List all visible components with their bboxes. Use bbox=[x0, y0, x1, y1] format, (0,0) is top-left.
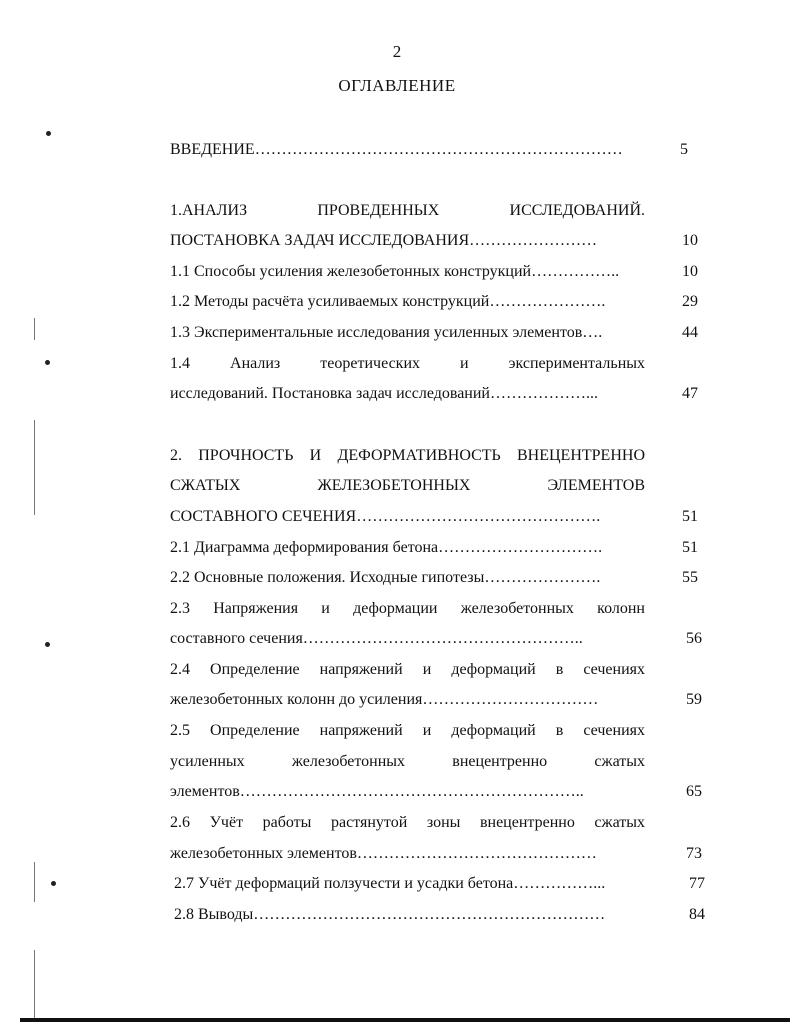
toc-line: исследований. Постановка задач исследований………………... bbox=[170, 385, 598, 402]
scan-bottom-edge bbox=[20, 1018, 790, 1022]
toc-line: 1.АНАЛИЗ ПРОВЕДЕННЫХ ИССЛЕДОВАНИЙ. bbox=[170, 202, 645, 219]
toc-line: СОСТАВНОГО СЕЧЕНИЯ………………………………………. bbox=[170, 508, 601, 525]
scan-mark bbox=[34, 318, 35, 340]
scan-mark bbox=[34, 950, 35, 1020]
toc-page-number: 55 bbox=[682, 569, 698, 586]
toc-page-number: 44 bbox=[682, 324, 698, 341]
scan-speck bbox=[46, 131, 51, 136]
toc-line: ПОСТАНОВКА ЗАДАЧ ИССЛЕДОВАНИЯ…………………… bbox=[170, 232, 598, 249]
toc-page-number: 47 bbox=[682, 385, 698, 402]
toc-page-number: 10 bbox=[682, 263, 698, 280]
toc-line: 2.2 Основные положения. Исходные гипотезы…………………. bbox=[170, 569, 601, 586]
toc-line: 2.8 Выводы………………………………………………………… bbox=[174, 906, 606, 923]
toc-line: 1.4 Анализ теоретических и экспериментальных bbox=[170, 355, 645, 372]
toc-line: элементов……………………………………………………….. bbox=[170, 783, 584, 800]
toc-page-number: 5 bbox=[680, 141, 688, 158]
page-title: ОГЛАВЛЕНИЕ bbox=[338, 76, 456, 95]
toc-line: 1.2 Методы расчёта усиливаемых конструкций…………………. bbox=[170, 293, 606, 310]
scan-speck bbox=[45, 642, 50, 647]
toc-line: железобетонных элементов……………………………………… bbox=[170, 845, 597, 862]
scan-speck bbox=[45, 360, 50, 365]
toc-page-number: 59 bbox=[686, 691, 702, 708]
toc-line: СЖАТЫХ ЖЕЛЕЗОБЕТОННЫХ ЭЛЕМЕНТОВ bbox=[170, 477, 645, 494]
toc-page-number: 65 bbox=[686, 783, 702, 800]
scan-mark bbox=[34, 420, 35, 515]
toc-line: 1.3 Экспериментальные исследования усиленных элементов…. bbox=[170, 324, 603, 341]
toc-page-number: 84 bbox=[689, 906, 705, 923]
toc-page-number: 29 bbox=[682, 293, 698, 310]
scan-speck bbox=[51, 881, 56, 886]
toc-page-number: 77 bbox=[689, 875, 705, 892]
toc-line: составного сечения…………………………………………….. bbox=[170, 630, 583, 647]
toc-line: 2. ПРОЧНОСТЬ И ДЕФОРМАТИВНОСТЬ ВНЕЦЕНТРЕННО bbox=[170, 447, 645, 464]
toc-page-number: 73 bbox=[686, 845, 702, 862]
toc-page-number: 56 bbox=[686, 630, 702, 647]
toc-page-number: 10 bbox=[682, 232, 698, 249]
toc-line: 2.3 Напряжения и деформации железобетонных колонн bbox=[170, 600, 645, 617]
toc-line: железобетонных колонн до усиления…………………………… bbox=[170, 691, 599, 708]
toc-line: 2.7 Учёт деформаций ползучести и усадки бетона……………... bbox=[174, 875, 606, 892]
toc-page-number: 51 bbox=[682, 539, 698, 556]
toc-line: усиленных железобетонных внецентренно сжатых bbox=[170, 753, 645, 770]
toc-line: 2.6 Учёт работы растянутой зоны внецентренно сжатых bbox=[170, 814, 645, 831]
page-number: 2 bbox=[392, 42, 402, 61]
toc-line: 2.5 Определение напряжений и деформаций в сечениях bbox=[170, 722, 645, 739]
toc-line: ВВЕДЕНИЕ…………………………………………………………… bbox=[170, 141, 623, 158]
scan-mark bbox=[34, 862, 35, 902]
toc-page-number: 51 bbox=[682, 508, 698, 525]
toc-line: 1.1 Способы усиления железобетонных конструкций…………….. bbox=[170, 263, 620, 280]
toc-line: 2.4 Определение напряжений и деформаций в сечениях bbox=[170, 661, 645, 678]
toc-line: 2.1 Диаграмма деформирования бетона…………………………. bbox=[170, 539, 603, 556]
